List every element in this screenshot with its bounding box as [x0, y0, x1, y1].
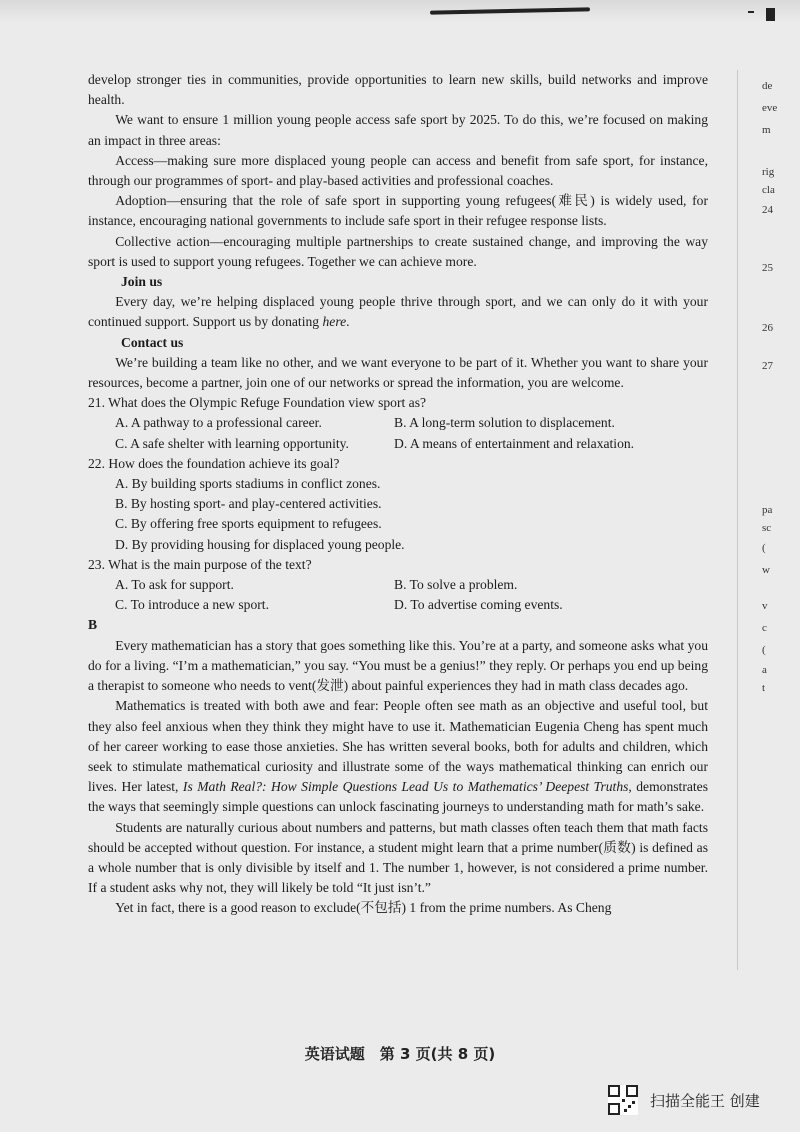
question-23-stem: 23. What is the main purpose of the text?	[88, 556, 312, 572]
passage-b-paragraph-1: Every mathematician has a story that goes something like this. You’re at a party, and someone asks what you do for a living. “I’m a mathematician,” you say. “You must be a genius!” they reply. Or perhaps you end up being a therapist to someone who needs to vent(发泄) about painful experiences they had in math class decades ago.	[88, 637, 708, 694]
book-title: Is Math Real?: How Simple Questions Lead Us to Mathematics’ Deepest Truths	[182, 779, 629, 795]
fragment: (	[762, 644, 766, 656]
fragment: t	[762, 682, 766, 694]
fragment: pa	[762, 504, 773, 516]
scan-mark-dash	[748, 11, 754, 13]
passage-a-paragraph-adoption: Adoption—ensuring that the role of safe sport in supporting young refugees(难民) is widely used, for instance, encouraging national governments to include safe sport in their refugee response lists.	[88, 193, 708, 229]
scanner-watermark	[608, 1080, 800, 1120]
scan-mark-square	[766, 8, 775, 21]
question-21-option-c: C. A safe shelter with learning opportunity.	[115, 435, 349, 451]
question-23-option-c: C. To introduce a new sport.	[115, 597, 269, 613]
fragment: w	[762, 564, 770, 576]
fragment: m	[762, 124, 771, 136]
page-main-column	[88, 70, 708, 919]
question-22-stem: 22. How does the foundation achieve its goal?	[88, 455, 340, 471]
passage-a-paragraph-2: We want to ensure 1 million young people access safe sport by 2025. To do this, we’re focused on making an impact in three areas:	[88, 112, 708, 148]
scan-top-edge	[0, 0, 800, 22]
question-21-options-row-1	[88, 413, 708, 433]
question-23-option-a: A. To ask for support.	[115, 577, 234, 593]
fragment: c	[762, 622, 767, 634]
question-21-option-a: A. A pathway to a professional career.	[115, 415, 322, 431]
question-22-option-d: D. By providing housing for displaced young people.	[115, 536, 405, 552]
qr-code-icon	[608, 1085, 638, 1115]
question-22-option-a: A. By building sports stadiums in conflict zones.	[115, 476, 381, 492]
fragment: 24	[762, 204, 773, 216]
passage-b-paragraph-4: Yet in fact, there is a good reason to exclude(不包括) 1 from the prime numbers. As Cheng	[115, 900, 612, 916]
question-22-option-b: B. By hosting sport- and play-centered activities.	[115, 496, 382, 512]
question-22-option-c: C. By offering free sports equipment to refugees.	[115, 516, 382, 532]
fragment: (	[762, 542, 766, 554]
page-footer: 英语试题 第 3 页(共 8 页)	[304, 1045, 496, 1063]
question-23-option-b: B. To solve a problem.	[394, 577, 518, 593]
passage-a-paragraph-join: Every day, we’re helping displaced young people thrive through sport, and we can only do it with your continued support. Support us by donating here.	[88, 294, 708, 330]
section-b-label: B	[88, 617, 98, 633]
donate-here-link: here	[322, 314, 347, 330]
fragment: cla	[762, 184, 775, 196]
passage-a-paragraph-1: develop stronger ties in communities, provide opportunities to learn new skills, build networks and improve health.	[88, 72, 708, 108]
fragment: v	[762, 600, 768, 612]
passage-a-paragraph-collective: Collective action—encouraging multiple partnerships to create sustained change, and improving the way sport is used to support young refugees. Together we can achieve more.	[88, 233, 708, 269]
fragment: 26	[762, 322, 773, 334]
fragment: rig	[762, 166, 775, 178]
join-us-heading: Join us	[121, 274, 163, 290]
passage-a-paragraph-contact: We’re building a team like no other, and we want everyone to be part of it. Whether you want to share your resources, become a partner, join one of our networks or spread the information, you are welcome.	[88, 354, 708, 391]
contact-us-heading: Contact us	[121, 334, 184, 350]
fragment: a	[762, 664, 767, 676]
passage-a-paragraph-access: Access—making sure more displaced young people can access and benefit from safe sport, for instance, through our programmes of sport- and play-based activities and professional coaches.	[88, 152, 708, 189]
question-23-option-d: D. To advertise coming events.	[394, 597, 563, 613]
fragment: 25	[762, 262, 773, 274]
question-21-option-b: B. A long-term solution to displacement.	[394, 415, 615, 431]
question-23-options-row-2	[88, 595, 708, 615]
passage-b-paragraph-2: Mathematics is treated with both awe and fear: People often see math as an objective and useful tool, but they also feel anxious when they think they might have to use it. Mathematician Eugenia Cheng has spent much of her career working to ease those anxieties. She has written several books, both for adults and children, which seek to stimulate mathematical curiosity and illustrate some of the ways mathematical thinking can enrich our lives. Her latest, Is Math Real?: How Simple Questions Lead Us to Mathematics’ Deepest Truths, demonstrates the ways that seemingly simple questions can unlock fascinating journeys to understanding math for math’s sake.	[88, 698, 708, 815]
passage-b-paragraph-3: Students are naturally curious about numbers and patterns, but math classes often teach them that math facts should be accepted without question. For instance, a student might learn that a prime number(质数) is defined as a whole number that is only divisible by itself and 1. The number 1, however, is not considered a prime number. If a student asks why not, they will likely be told “It just isn’t.”	[88, 819, 708, 896]
fragment: sc	[762, 522, 772, 534]
question-23-options-row-1	[88, 575, 708, 595]
fragment: 27	[762, 360, 773, 372]
watermark-text: 扫描全能王 创建	[650, 1091, 760, 1110]
question-21-option-d: D. A means of entertainment and relaxation.	[394, 435, 635, 451]
fragment: eve	[762, 102, 778, 114]
question-21-options-row-2	[88, 434, 708, 454]
column-divider	[737, 70, 738, 970]
question-21-stem: 21. What does the Olympic Refuge Foundation view sport as?	[88, 395, 427, 411]
fragment: de	[762, 80, 773, 92]
